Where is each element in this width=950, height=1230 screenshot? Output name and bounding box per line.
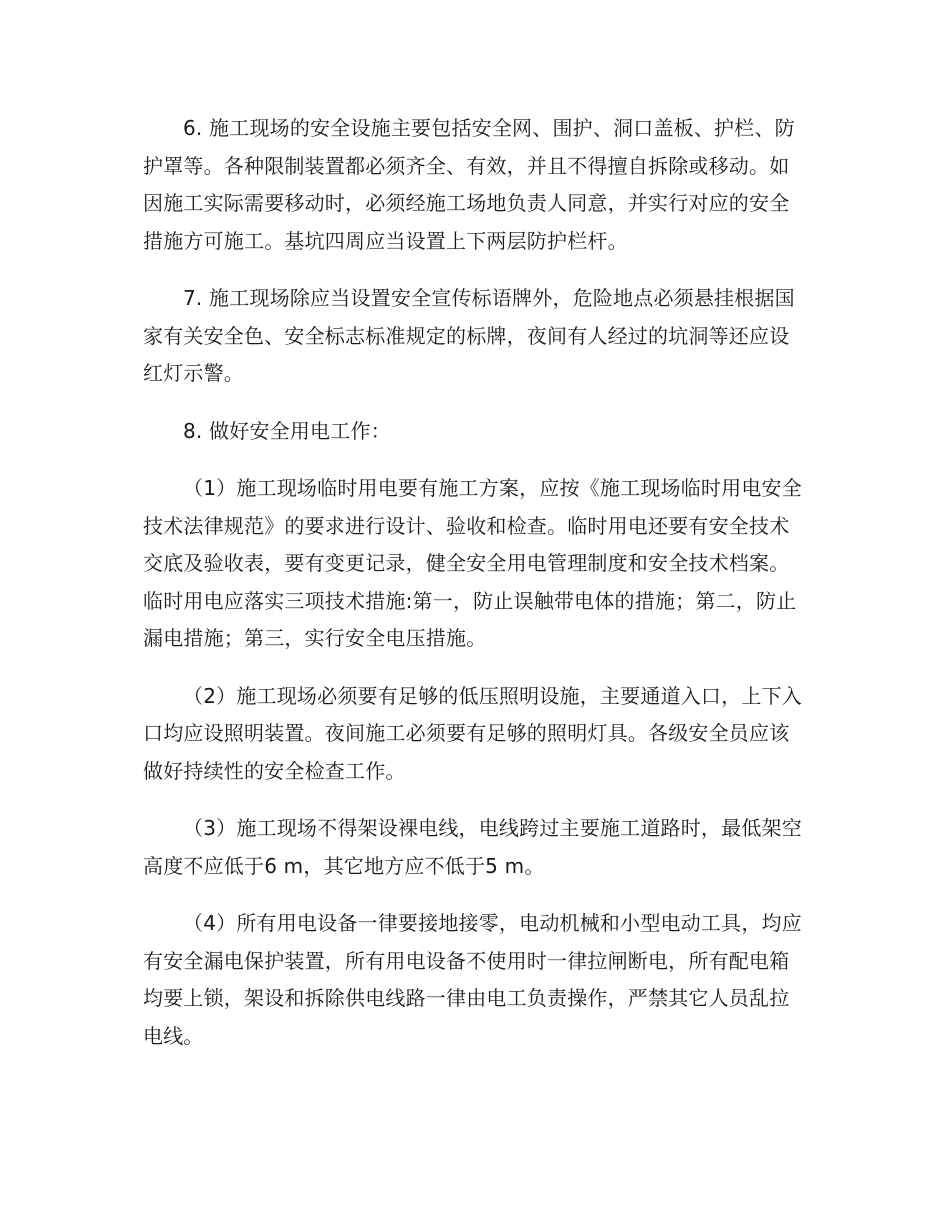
- paragraph-8-1-temporary-power: （1）施工现场临时用电要有施工方案，应按《施工现场临时用电安全技术法律规范》的要求进行设计、验收和检查。临时用电还要有安全技术交底及验收表，要有变更记录，健全安全用电管理制度和安全技术档案。临时用电应落实三项技术措施:第一，防止误触带电体的措施；第二，防止漏电措施；第三，实行安全电压措施。: [143, 476, 802, 650]
- paragraph-8-2-lighting: （2）施工现场必须要有足够的低压照明设施，主要通道入口，上下入口均应设照明装置。夜间施工必须要有足够的照明灯具。各级安全员应该做好持续性的安全检查工作。: [143, 683, 802, 783]
- paragraph-8-3-wiring-height: （3）施工现场不得架设裸电线，电线跨过主要施工道路时，最低架空高度不应低于6 m，其它地方应不低于5 m。: [143, 816, 802, 878]
- paragraph-8-4-grounding: （4）所有用电设备一律要接地接零，电动机械和小型电动工具，均应有安全漏电保护装置，所有用电设备不使用时一律拉闸断电，所有配电箱均要上锁，架设和拆除供电线路一律由电工负责操作，严禁其它人员乱拉电线。: [143, 911, 802, 1048]
- paragraph-6-safety-facilities: 6. 施工现场的安全设施主要包括安全网、围护、洞口盖板、护栏、防护罩等。各种限制装置都必须齐全、有效，并且不得擅自拆除或移动。如因施工实际需要移动时，必须经施工场地负责人同意，并实行对应的安全措施方可施工。基坑四周应当设置上下两层防护栏杆。: [143, 116, 795, 253]
- paragraph-8-electrical-safety-heading: 8. 做好安全用电工作：: [183, 418, 391, 443]
- paragraph-7-safety-signs: 7. 施工现场除应当设置安全宣传标语牌外，危险地点必须悬挂根据国家有关安全色、安全标志标准规定的标牌，夜间有人经过的坑洞等还应设红灯示警。: [143, 286, 795, 385]
- document-body: [143, 110, 808, 1055]
